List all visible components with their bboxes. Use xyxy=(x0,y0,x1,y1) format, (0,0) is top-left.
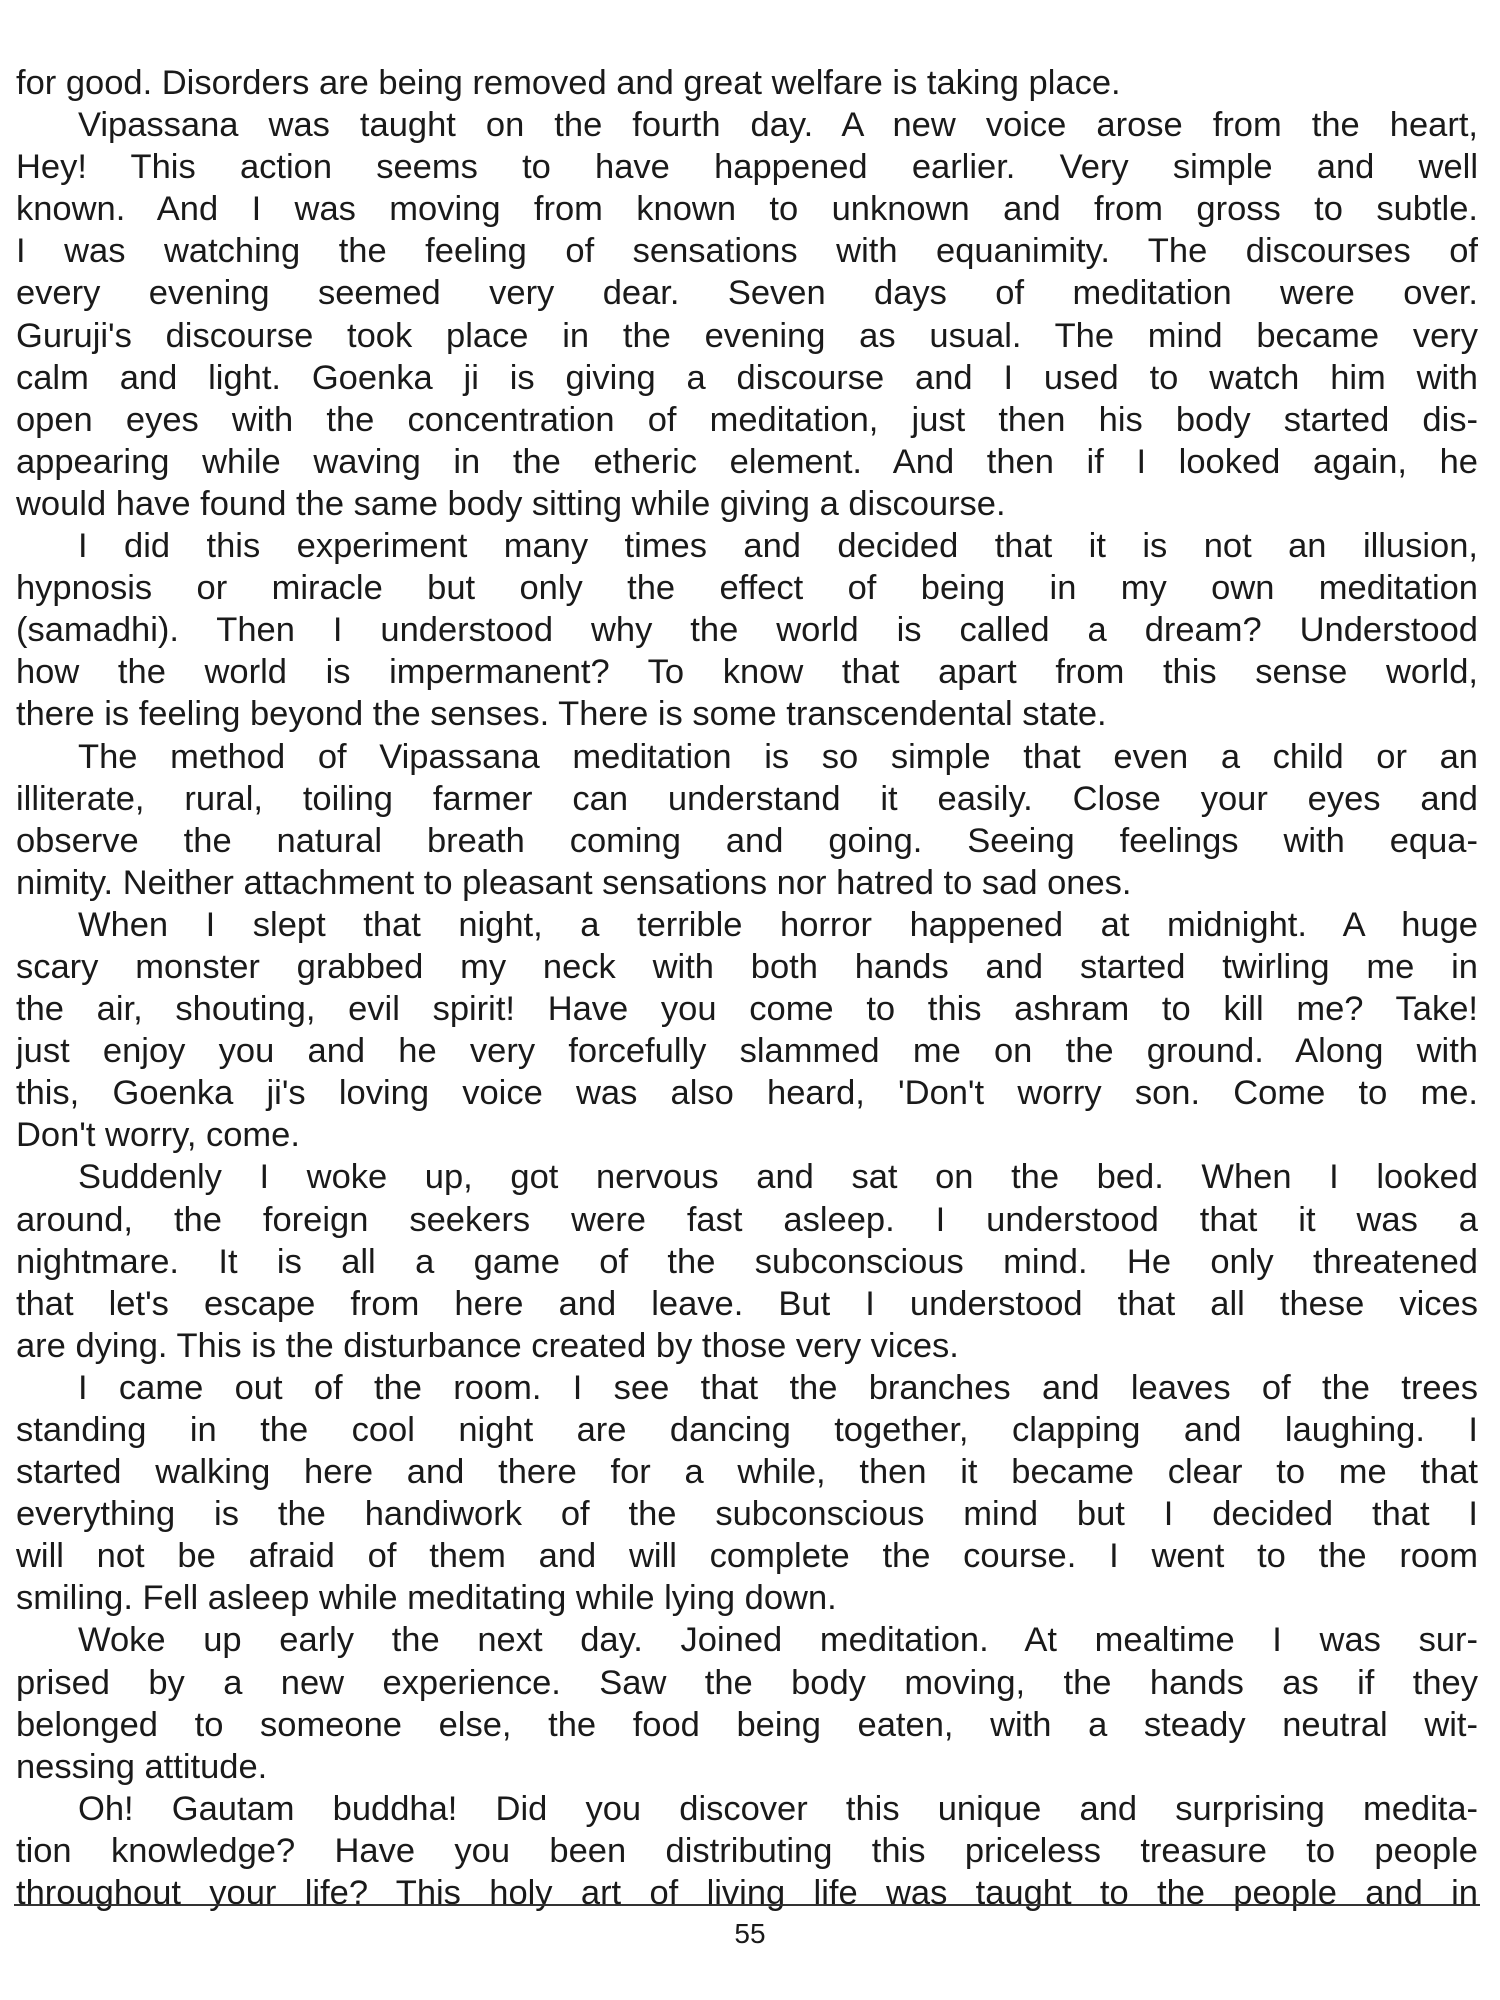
page-number: 55 xyxy=(734,1918,766,1949)
text-line: every evening seemed very dear. Seven days of meditation were over. xyxy=(16,274,1478,313)
text-line: for good. Disorders are being removed and great welfare is taking place. xyxy=(16,64,1121,102)
text-line: I did this experiment many times and decided that it is not an illusion, xyxy=(78,527,1478,566)
text-line: Hey! This action seems to have happened earlier. Very simple and well xyxy=(16,148,1478,187)
text-line: appearing while waving in the etheric element. And then if I looked again, he xyxy=(16,442,1478,481)
text-line: nightmare. It is all a game of the subconscious mind. He only threatened xyxy=(16,1242,1478,1281)
text-line: Oh! Gautam buddha! Did you discover this unique and surprising medita- xyxy=(78,1789,1478,1828)
text-line: tion knowledge? Have you been distributing this priceless treasure to people xyxy=(16,1831,1478,1870)
text-line: belonged to someone else, the food being eaten, with a steady neutral wit- xyxy=(16,1705,1478,1744)
body-text xyxy=(16,62,1478,1914)
text-line: Guruji's discourse took place in the evening as usual. The mind became very xyxy=(16,316,1478,355)
footer-rule xyxy=(14,1904,1480,1906)
text-line: known. And I was moving from known to unknown and from gross to subtle. xyxy=(16,190,1478,229)
text-line: open eyes with the concentration of meditation, just then his body started dis- xyxy=(16,400,1478,439)
text-line: just enjoy you and he very forcefully slammed me on the ground. Along with xyxy=(16,1032,1478,1071)
text-line: Don't worry, come. xyxy=(16,1116,300,1155)
text-line: scary monster grabbed my neck with both hands and started twirling me in xyxy=(16,947,1478,986)
text-line: calm and light. Goenka ji is giving a discourse and I used to watch him with xyxy=(16,358,1478,397)
text-line: standing in the cool night are dancing together, clapping and laughing. I xyxy=(16,1411,1478,1449)
text-line: throughout your life? This holy art of living life was taught to the people and in xyxy=(16,1874,1478,1913)
text-line: this, Goenka ji's loving voice was also heard, 'Don't worry son. Come to me. xyxy=(16,1074,1478,1113)
text-line: prised by a new experience. Saw the body moving, the hands as if they xyxy=(16,1663,1478,1702)
text-line: Woke up early the next day. Joined meditation. At mealtime I was sur- xyxy=(78,1621,1478,1660)
text-line: would have found the same body sitting while giving a discourse. xyxy=(16,484,1006,523)
text-line: Suddenly I woke up, got nervous and sat on the bed. When I looked xyxy=(78,1158,1478,1197)
text-line: around, the foreign seekers were fast asleep. I understood that it was a xyxy=(16,1200,1478,1239)
text-line: will not be afraid of them and will complete the course. I went to the room xyxy=(16,1537,1478,1576)
text-line: When I slept that night, a terrible horror happened at midnight. A huge xyxy=(78,905,1478,944)
text-line: nimity. Neither attachment to pleasant sensations nor hatred to sad ones. xyxy=(16,863,1132,902)
text-line: (samadhi). Then I understood why the world is called a dream? Understood xyxy=(16,611,1478,650)
text-line: Vipassana was taught on the fourth day. A new voice arose from the heart, xyxy=(78,106,1478,145)
text-line: the air, shouting, evil spirit! Have you come to this ashram to kill me? Take! xyxy=(16,990,1478,1029)
text-line: everything is the handiwork of the subconscious mind but I decided that I xyxy=(16,1495,1478,1534)
text-line: I came out of the room. I see that the branches and leaves of the trees xyxy=(78,1368,1478,1407)
text-line: started walking here and there for a while, then it became clear to me that xyxy=(16,1453,1478,1492)
text-line: illiterate, rural, toiling farmer can understand it easily. Close your eyes and xyxy=(16,779,1478,818)
text-line: how the world is impermanent? To know that apart from this sense world, xyxy=(16,653,1478,692)
text-line: that let's escape from here and leave. But I understood that all these vices xyxy=(16,1284,1478,1323)
text-line: there is feeling beyond the senses. There is some transcendental state. xyxy=(16,695,1107,734)
text-line: are dying. This is the disturbance created by those very vices. xyxy=(16,1326,959,1365)
text-line: I was watching the feeling of sensations with equanimity. The discourses of xyxy=(16,232,1478,271)
text-line: hypnosis or miracle but only the effect of being in my own meditation xyxy=(16,569,1478,608)
text-line: smiling. Fell asleep while meditating while lying down. xyxy=(16,1579,837,1618)
text-line: nessing attitude. xyxy=(16,1747,268,1786)
text-line: observe the natural breath coming and going. Seeing feelings with equa- xyxy=(16,821,1478,860)
text-line: The method of Vipassana meditation is so simple that even a child or an xyxy=(78,737,1478,776)
